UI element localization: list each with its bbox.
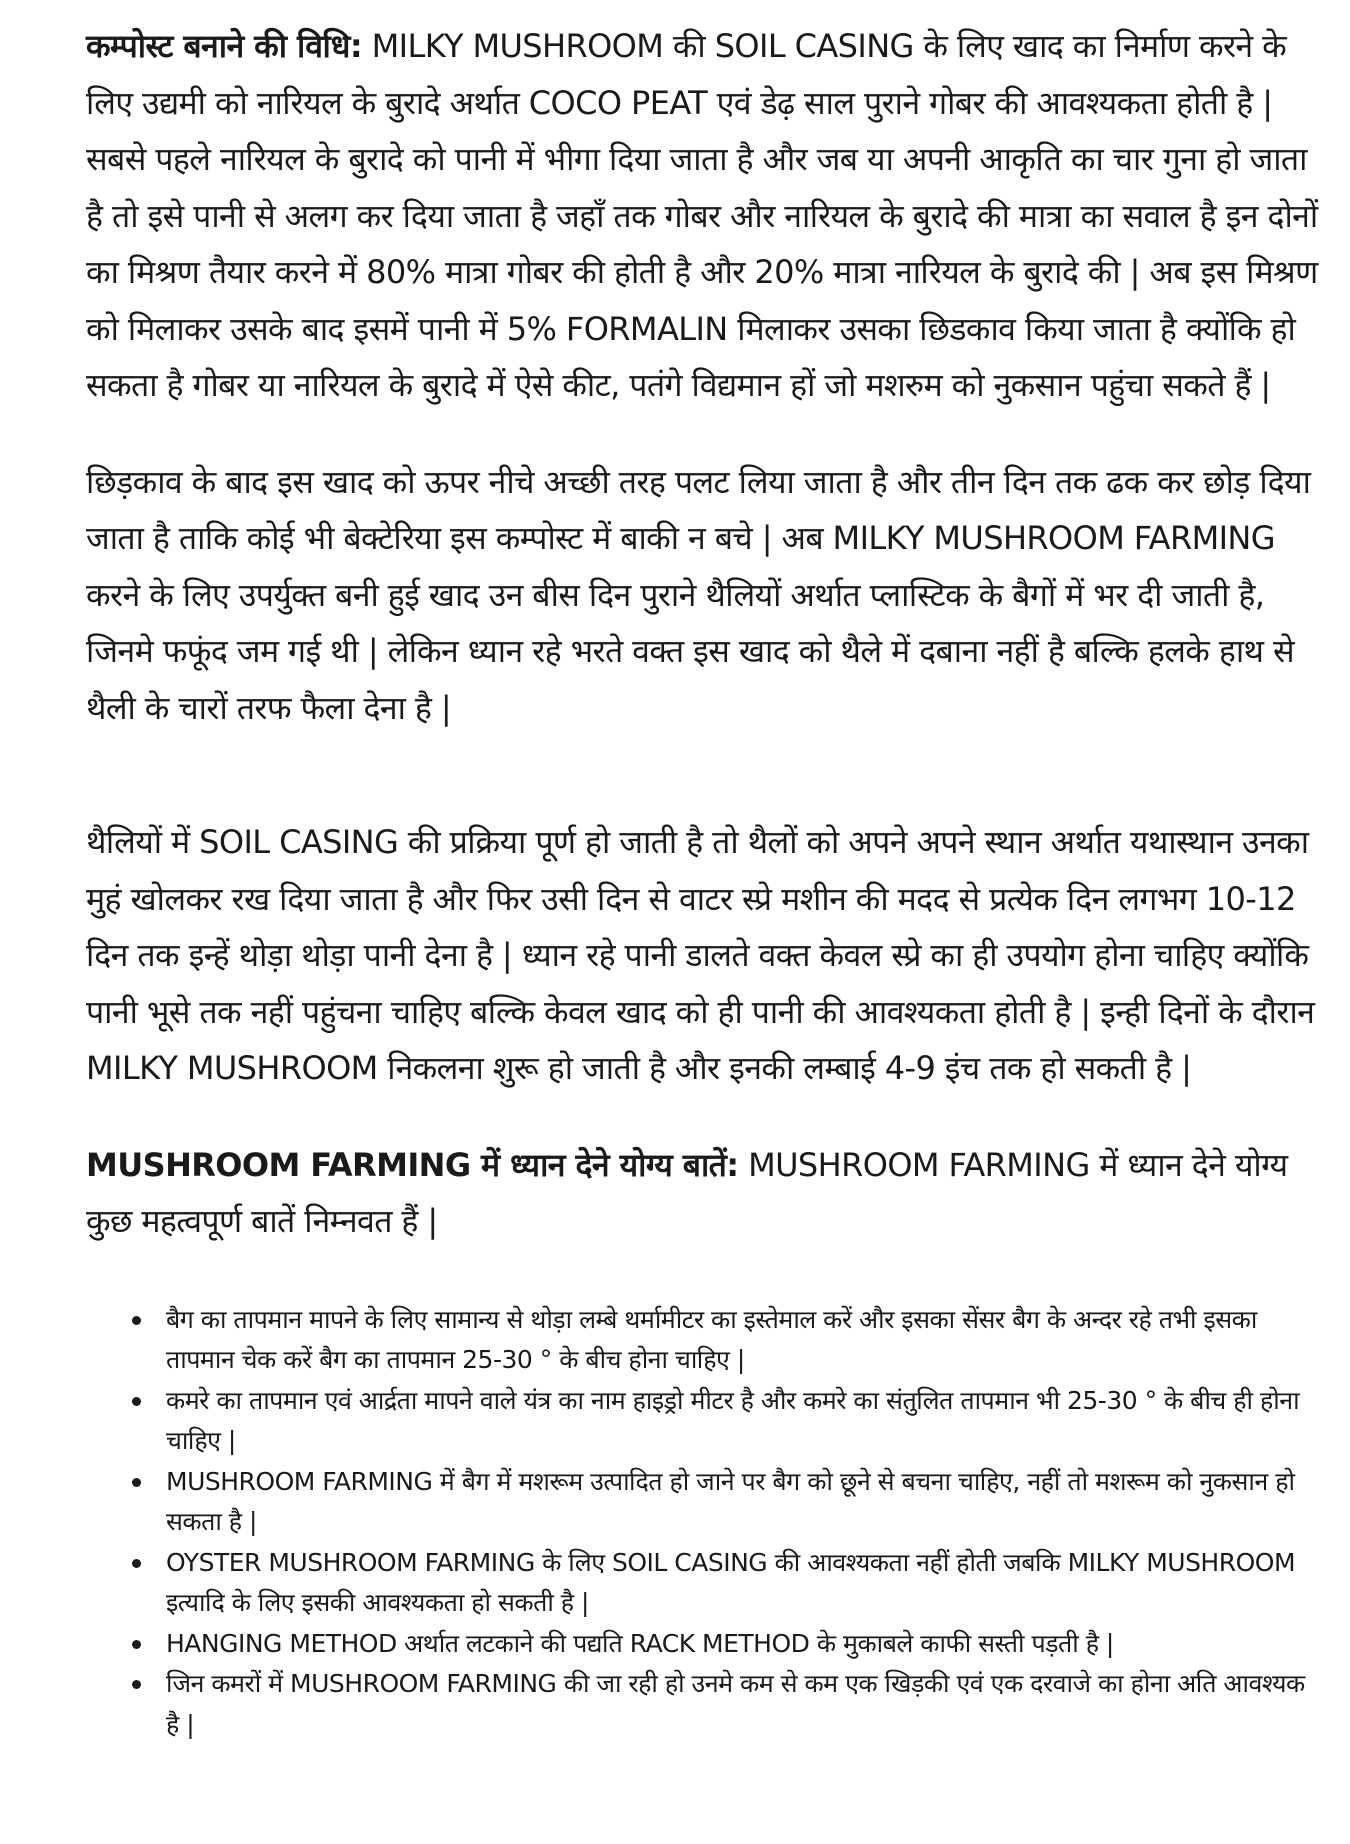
- list-item-text: OYSTER MUSHROOM FARMING के लिए SOIL CASING की आवश्यकता नहीं होती जबकि MILKY MUSHROOM इत्यादि के लिए इसकी आवश्यकता हो सकती है |: [166, 1547, 1296, 1617]
- list-item: [132, 1300, 1320, 1381]
- list-item: [132, 1664, 1320, 1745]
- spraying-text: छिड़काव के बाद इस खाद को ऊपर नीचे अच्छी तरह पलट लिया जाता है और तीन दिन तक ढक कर छोड़ दिया जाता है ताकि कोई भी बेक्टेरिया इस कम्पोस्ट में बाकी न बचे | अब MILKY MUSHROOM FARMING करने के लिए उपर्युक्त बनी हुई खाद उन बीस दिन पुराने थैलियों अर्थात प्लास्टिक के बैगों में भर दी जाती है, जिनमे फफूंद जम गई थी | लेकिन ध्यान रहे भरते वक्त इस खाद को थैले में दबाना नहीं है बल्कि हलके हाथ से थैली के चारों तरफ फैला देना है |: [86, 462, 1311, 727]
- farming-tips-paragraph: [86, 1137, 1320, 1250]
- list-item: [132, 1624, 1320, 1665]
- farming-tips-heading: MUSHROOM FARMING में ध्यान देने योग्य बातें:: [86, 1145, 739, 1184]
- tips-list: [86, 1300, 1320, 1746]
- soil-casing-text: थैलियों में SOIL CASING की प्रक्रिया पूर्ण हो जाती है तो थैलों को अपने अपने स्थान अर्थात यथास्थान उनका मुहं खोलकर रख दिया जाता है और फिर उसी दिन से वाटर स्प्रे मशीन की मदद से प्रत्येक दिन लगभग 10-12 दिन तक इन्हें थोड़ा थोड़ा पानी देना है | ध्यान रहे पानी डालते वक्त केवल स्प्रे का ही उपयोग होना चाहिए क्योंकि पानी भूसे तक नहीं पहुंचना चाहिए बल्कि केवल खाद को ही पानी की आवश्यकता होती है | इन्ही दिनों के दौरान MILKY MUSHROOM निकलना शुरू हो जाती है और इनकी लम्बाई 4-9 इंच तक हो सकती है |: [86, 823, 1315, 1087]
- list-item-text: MUSHROOM FARMING में बैग में मशरूम उत्पादित हो जाने पर बैग को छूने से बचना चाहिए, नहीं तो मशरूम को नुकसान हो सकता है |: [166, 1466, 1295, 1536]
- bullet-icon: [132, 1397, 141, 1406]
- list-item-text: कमरे का तापमान एवं आर्द्रता मापने वाले यंत्र का नाम हाइड्रो मीटर है और कमरे का संतुलित तापमान भी 25-30 ° के बीच ही होना चाहिए |: [166, 1385, 1300, 1455]
- compost-method-text: MILKY MUSHROOM की SOIL CASING के लिए खाद का निर्माण करने के लिए उद्यमी को नारियल के बुरादे अर्थात COCO PEAT एवं डेढ़ साल पुराने गोबर की आवश्यकता होती है | सबसे पहले नारियल के बुरादे को पानी में भीगा दिया जाता है और जब या अपनी आकृति का चार गुना हो जाता है तो इसे पानी से अलग कर दिया जाता है जहाँ तक गोबर और नारियल के बुरादे की मात्रा का सवाल है इन दोनों का मिश्रण तैयार करने में 80% मात्रा गोबर की होती है और 20% मात्रा नारियल के बुरादे की | अब इस मिश्रण को मिलाकर उसके बाद इसमें पानी में 5% FORMALIN मिलाकर उसका छिडकाव किया जाता है क्योंकि हो सकता है गोबर या नारियल के बुरादे में ऐसे कीट, पतंगे विद्यमान हों जो मशरुम को नुकसान पहुंचा सकते हैं |: [86, 27, 1318, 404]
- list-item: [132, 1381, 1320, 1462]
- list-item-text: HANGING METHOD अर्थात लटकाने की पद्यति RACK METHOD के मुकाबले काफी सस्ती पड़ती है |: [166, 1628, 1114, 1658]
- soil-casing-paragraph: [86, 814, 1320, 1097]
- bullet-icon: [132, 1478, 141, 1487]
- list-item-text: जिन कमरों में MUSHROOM FARMING की जा रही हो उनमे कम से कम एक खिड़की एवं एक दरवाजे का होना अति आवश्यक है |: [166, 1669, 1305, 1739]
- farming-tips-intro: MUSHROOM FARMING में ध्यान देने योग्य कुछ महत्वपूर्ण बातें निम्नवत हैं |: [86, 1145, 1288, 1240]
- bullet-icon: [132, 1640, 141, 1649]
- list-item-text: बैग का तापमान मापने के लिए सामान्य से थोड़ा लम्बे थर्मामीटर का इस्तेमाल करें और इसका सेंसर बैग के अन्दर रहे तभी इसका तापमान चेक करें बैग का तापमान 25-30 ° के बीच होना चाहिए |: [166, 1304, 1257, 1374]
- spraying-paragraph: [86, 454, 1320, 737]
- compost-method-paragraph: [86, 18, 1320, 414]
- compost-method-heading: कम्पोस्ट बनाने की विधि:: [86, 27, 363, 65]
- bullet-icon: [132, 1680, 141, 1689]
- list-item: [132, 1462, 1320, 1543]
- list-item: [132, 1543, 1320, 1624]
- bullet-icon: [132, 1316, 141, 1325]
- bullet-icon: [132, 1559, 141, 1568]
